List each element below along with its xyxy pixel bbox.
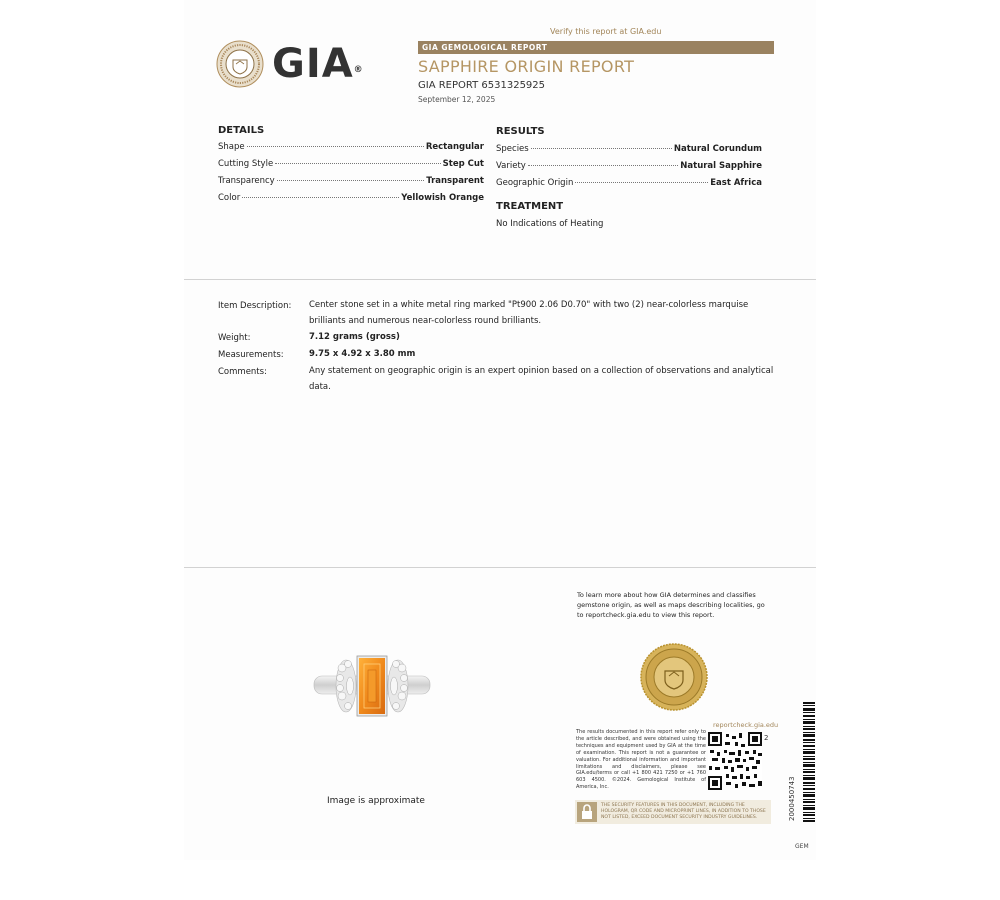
details-row-cutting-style: Cutting Style Step Cut <box>218 159 484 169</box>
security-notice <box>575 800 771 824</box>
brand-bar: GIA GEMOLOGICAL REPORT <box>418 41 774 54</box>
details-row-transparency: Transparency Transparent <box>218 176 484 186</box>
item-description-line1: Center stone set in a white metal ring marked "Pt900 2.06 D0.70" with two (2) near-colorless marquise <box>309 300 749 310</box>
serial-number: 2000450743 <box>788 776 796 821</box>
details-heading: DETAILS <box>218 125 265 136</box>
results-row-species: Species Natural Corundum <box>496 144 762 154</box>
gem-code: GEM <box>795 843 809 850</box>
report-date: September 12, 2025 <box>418 95 496 104</box>
report-title: SAPPHIRE ORIGIN REPORT <box>418 57 635 76</box>
weight-label: Weight: <box>218 333 251 343</box>
results-row-variety: Variety Natural Sapphire <box>496 161 762 171</box>
barcode <box>803 702 815 822</box>
qr-code <box>708 732 762 790</box>
ring-image <box>312 650 432 722</box>
gia-gold-seal-icon <box>640 643 708 711</box>
image-caption: Image is approximate <box>327 796 425 806</box>
results-heading: RESULTS <box>496 126 545 137</box>
gia-seal-icon <box>216 40 264 88</box>
security-text: THE SECURITY FEATURES IN THIS DOCUMENT, INCLUDING THE HOLOGRAM, QR CODE AND MICROPRINT LINES, IN ADDITION TO THOSE NOT LISTED, EXCEED DOCUMENT SECURITY INDUSTRY GUIDELINES. <box>601 803 766 820</box>
qr-suffix: 2 <box>764 734 769 742</box>
lock-icon <box>577 802 597 822</box>
report-number: GIA REPORT 6531325925 <box>418 80 546 91</box>
weight-value: 7.12 grams (gross) <box>309 332 400 342</box>
reportcheck-url: reportcheck.gia.edu <box>713 721 779 729</box>
disclaimer-text: The results documented in this report refer only to the article described, and were obtained using the techniques and equipment used by GIA at the time of examination. This report is not a guarantee or valuation. For additional information and important limitations and disclaimers, please see GIA.edu/terms or call +1 800 421 7250 or +1 760 603 4500. ©2024. Gemological Institute of America, Inc. <box>576 729 706 791</box>
comments-label: Comments: <box>218 367 267 377</box>
treatment-heading: TREATMENT <box>496 201 564 212</box>
fold-line-lower <box>184 567 816 568</box>
fold-line-upper <box>184 279 816 280</box>
comments-line1: Any statement on geographic origin is an expert opinion based on a collection of observations and analytical <box>309 366 774 376</box>
learn-more-text: To learn more about how GIA determines and classifies gemstone origin, as well as maps describing localities, go to reportcheck.gia.edu to view this report. <box>577 591 765 619</box>
treatment-value: No Indications of Heating <box>496 219 604 229</box>
item-description-label: Item Description: <box>218 301 292 311</box>
gia-logo-text: GIA® <box>272 41 364 87</box>
measurements-value: 9.75 x 4.92 x 3.80 mm <box>309 349 416 359</box>
verify-text: Verify this report at GIA.edu <box>550 27 662 36</box>
details-row-shape: Shape Rectangular <box>218 142 484 152</box>
item-description-line2: brilliants and numerous near-colorless round brilliants. <box>309 316 542 326</box>
measurements-label: Measurements: <box>218 350 284 360</box>
comments-line2: data. <box>309 382 331 392</box>
results-row-geographic-origin: Geographic Origin East Africa <box>496 178 762 188</box>
details-row-color: Color Yellowish Orange <box>218 193 484 203</box>
